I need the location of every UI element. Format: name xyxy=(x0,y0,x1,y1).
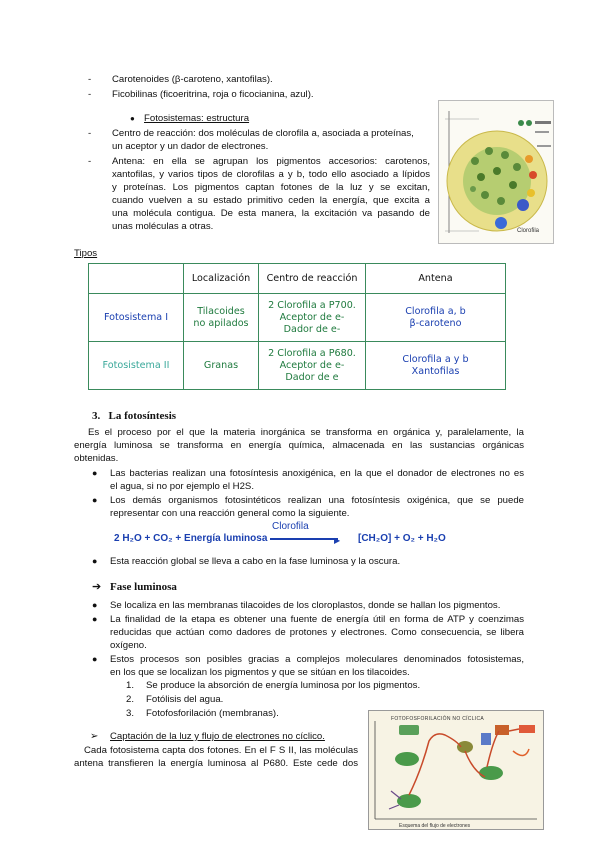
fase-heading: Fase luminosa xyxy=(110,581,177,593)
table-row xyxy=(89,342,506,390)
cell-line: 2 Clorofila a P680. xyxy=(268,347,356,359)
carotenoides-item: Carotenoides (β-caroteno, xantofilas). xyxy=(112,74,273,85)
equation-catalyst: Clorofila xyxy=(272,521,309,532)
arrow-head: ▶ xyxy=(334,536,341,545)
arrowhead-icon: ➢ xyxy=(90,731,99,742)
photosystem-figure xyxy=(438,100,554,244)
fotofosforilacion-diagram xyxy=(369,711,543,829)
cell-line: Tilacoides xyxy=(197,305,245,317)
dash: - xyxy=(88,128,92,139)
table-row xyxy=(89,294,506,342)
bullet-line: Los demás organismos fotosintéticos realizan una fotosíntesis oxigénica, que se puede xyxy=(110,495,524,506)
bullet-line: representar con una reacción general como la siguiente. xyxy=(110,508,350,519)
ps2-loc: Granas xyxy=(184,342,259,390)
header-centro: Centro de reacción xyxy=(259,264,366,294)
equation-right: [CH₂O] + O₂ + H₂O xyxy=(358,533,446,544)
table-row xyxy=(89,264,506,294)
bullet-line: en los que se localizan los pigmentos y que se sitúan en los tilacoides. xyxy=(110,667,410,678)
bullet-line: Las bacterias realizan una fotosíntesis anoxigénica, en la que el donador de electrones no es xyxy=(110,468,524,479)
bullet-line: reducidas que actúan como dadores de protones y electrones. Como consecuencia, se libera xyxy=(110,627,524,638)
fotosintesis-bullet-1 xyxy=(110,467,524,493)
dash: - xyxy=(88,89,92,100)
antena-line: una molécula contigua. De esta manera, la excitación va pasando de xyxy=(112,208,430,219)
antena-line: cuando vuelven a su estado primitivo ceden la energía, que excita a xyxy=(112,195,430,206)
fotosintesis-bullet-3: Esta reacción global se lleva a cabo en la fase luminosa y la oscura. xyxy=(110,556,401,567)
captacion-line: Cada fotosistema capta dos fotones. En el F S II, las moléculas xyxy=(84,745,358,756)
equation-left: 2 H₂O + CO₂ + Energía luminosa xyxy=(114,533,268,544)
header-localizacion: Localización xyxy=(184,264,259,294)
dash: - xyxy=(88,156,92,167)
antena-text xyxy=(112,155,430,233)
captacion-text xyxy=(74,744,358,770)
cell-line: β-caroteno xyxy=(409,317,462,329)
fotosintesis-intro xyxy=(74,426,524,465)
ps1-loc xyxy=(184,294,259,342)
fotofosforilacion-figure xyxy=(368,710,544,830)
fotosintesis-bullet-2 xyxy=(110,494,524,520)
step-3: Fotofosforilación (membranas). xyxy=(146,708,279,719)
fase-bullet-2 xyxy=(110,613,524,652)
bullet-line: oxígeno. xyxy=(110,640,147,651)
tipos-label: Tipos xyxy=(74,248,98,259)
photosystem-diagram xyxy=(439,101,553,243)
cell-line: Dador de e- xyxy=(283,323,341,335)
intro-line: obtenidas. xyxy=(74,453,119,464)
figure-title: FOTOFOSFORILACIÓN NO CÍCLICA xyxy=(391,716,485,722)
step-number: 1. xyxy=(126,680,135,691)
bullet: ● xyxy=(92,556,98,566)
antena-line: Antena: en ella se agrupan los pigmentos accesorios: carotenos, xyxy=(112,156,430,167)
bullet-line: Estos procesos son posibles gracias a complejos moleculares denominados fotosistemas, xyxy=(110,654,524,665)
ps1-name: Fotosistema I xyxy=(89,294,184,342)
cell-line: Xantofilas xyxy=(411,365,460,377)
arrow-icon: ➔ xyxy=(92,581,102,593)
fase-bullet-1: Se localiza en las membranas tilacoides de los cloroplastos, donde se hallan los pigmentos. xyxy=(110,600,501,611)
figure-caption: Esquema del flujo de electrones xyxy=(399,823,471,829)
table-cell xyxy=(89,264,184,294)
cell-line: Aceptor de e- xyxy=(279,311,345,323)
cell-line: Clorofila a, b xyxy=(405,305,466,317)
centro-line: un aceptor y un dador de electrones. xyxy=(112,141,269,152)
cell-line: no apilados xyxy=(193,317,249,329)
intro-line: energía luminosa se transforma en energía química, almacenada en las sustancias orgánicas xyxy=(74,440,524,451)
antena-line: xantofilas, y varios tipos de clorofilas a y b, todo ello asociado a lípidos xyxy=(112,169,430,180)
centro-line: Centro de reacción: dos moléculas de clorofila a, asociada a proteínas, xyxy=(112,128,414,139)
ps2-centro xyxy=(259,342,366,390)
bullet: ● xyxy=(92,654,98,664)
fase-bullet-3 xyxy=(110,653,524,679)
cell-line: Aceptor de e- xyxy=(279,359,345,371)
bullet: ● xyxy=(92,495,98,505)
ps2-name: Fotosistema II xyxy=(89,342,184,390)
step-number: 2. xyxy=(126,694,135,705)
ps2-antena xyxy=(366,342,506,390)
bullet-line: La finalidad de la etapa es obtener una fuente de energía útil en forma de ATP y coenzimas xyxy=(110,614,524,625)
bullet: ● xyxy=(92,468,98,478)
step-number: 3. xyxy=(126,708,135,719)
bullet: ● xyxy=(92,600,98,610)
cell-line: Clorofila a y b xyxy=(402,353,469,365)
antena-line: y proteínas. Los pigmentos captan fotones de la luz y se excitan, xyxy=(112,182,430,193)
ps1-antena xyxy=(366,294,506,342)
clorofila-figure-label: Clorofila xyxy=(517,228,540,234)
fotosintesis-heading: 3. La fotosíntesis xyxy=(92,410,177,422)
ficobilinas-item: Ficobilinas (ficoeritrina, roja o ficocianina, azul). xyxy=(112,89,314,100)
fotosistemas-heading: Fotosistemas: estructura xyxy=(144,113,250,124)
step-2: Fotólisis del agua. xyxy=(146,694,224,705)
equation-arrow xyxy=(270,538,338,540)
intro-line: Es el proceso por el que la materia inorgánica se transforma en orgánica y, paralelamente, la xyxy=(88,427,524,438)
centro-text xyxy=(112,127,430,153)
bullet: ● xyxy=(92,614,98,624)
cell-line: Dador de e xyxy=(285,371,339,383)
bullet-line: el agua, si no por ejemplo el H2S. xyxy=(110,481,254,492)
dash: - xyxy=(88,74,92,85)
antena-line: unas moléculas a otras. xyxy=(112,221,214,232)
captacion-line: antena transfieren la energía luminosa al P680. Este cede dos xyxy=(74,758,358,769)
cell-line: 2 Clorofila a P700. xyxy=(268,299,356,311)
bullet: ● xyxy=(130,114,135,123)
tipos-table xyxy=(88,263,506,390)
step-1: Se produce la absorción de energía luminosa por los pigmentos. xyxy=(146,680,421,691)
header-antena: Antena xyxy=(366,264,506,294)
ps1-centro xyxy=(259,294,366,342)
captacion-heading: Captación de la luz y flujo de electrones no cíclico. xyxy=(110,731,325,742)
